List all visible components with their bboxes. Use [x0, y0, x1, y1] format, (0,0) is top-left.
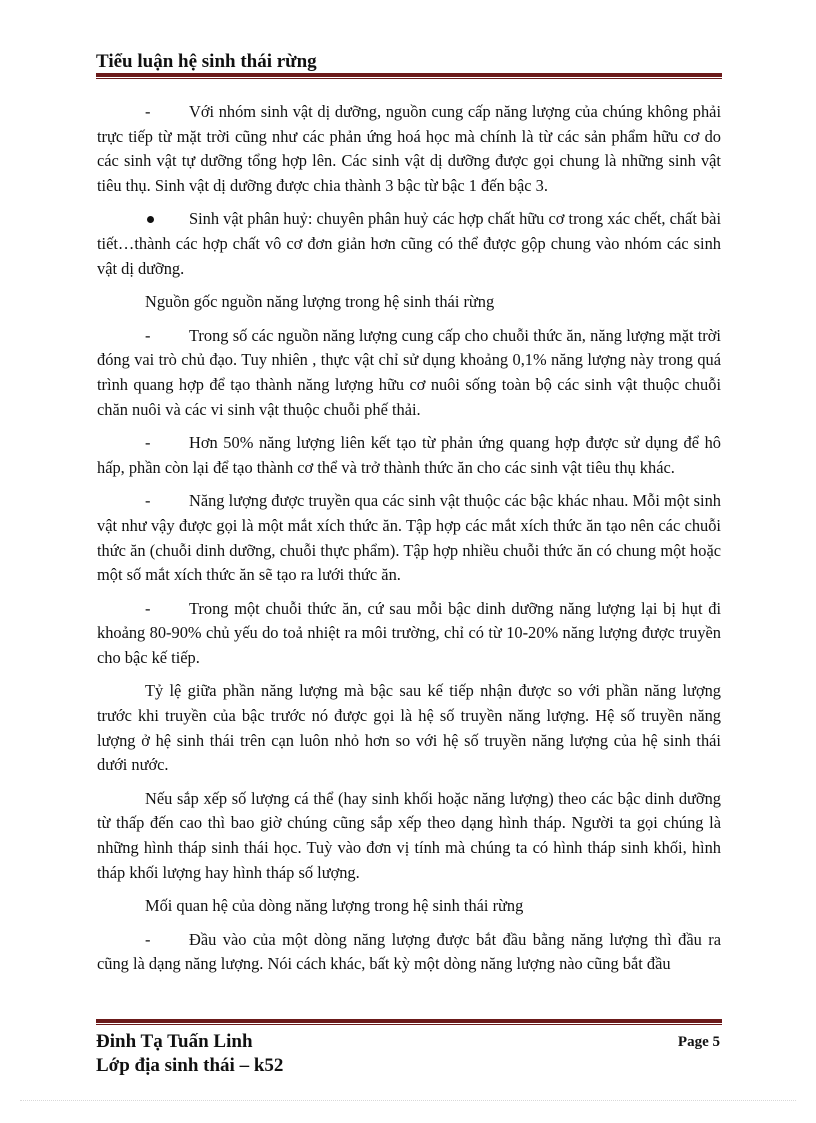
paragraph-text: Đầu vào của một dòng năng lượng được bắt đầu bằng năng lượng thì đầu ra cũng là dạng năng lượng. Nói cách khác, bất kỳ một dòng năng lượng nào cũng bắt đầu — [97, 929, 721, 974]
paragraph-dash — [97, 928, 721, 977]
dash-marker: - — [145, 433, 151, 453]
page-header — [96, 50, 722, 74]
dash-marker: - — [145, 491, 151, 511]
paragraph-text: Sinh vật phân huỷ: chuyên phân huỷ các hợp chất hữu cơ trong xác chết, chất bài tiết…thành các hợp chất vô cơ đơn giản hơn cũng có thể được gộp chung vào nhóm các sinh vật dị dưỡng. — [97, 209, 721, 278]
paragraph-text: Hơn 50% năng lượng liên kết tạo từ phản ứng quang hợp được sử dụng để hô hấp, phần còn lại để tạo thành cơ thể và trở thành thức ăn cho các sinh vật tiêu thụ khác. — [97, 433, 721, 477]
paragraph-dash — [97, 597, 721, 671]
paragraph-dash — [97, 100, 721, 198]
paragraph-bullet — [97, 207, 721, 281]
page-number: Page 5 — [677, 1034, 720, 1050]
page-boundary — [20, 1100, 796, 1101]
author-name: Đinh Tạ Tuấn Linh — [96, 1031, 253, 1052]
paragraph-text: Trong một chuỗi thức ăn, cứ sau mỗi bậc dinh dưỡng năng lượng lại bị hụt đi khoảng 80-90% chủ yếu do toả nhiệt ra môi trường, chỉ có từ 10-20% năng lượng được truyền cho bậc kế tiếp. — [97, 598, 721, 667]
document-body — [97, 100, 721, 986]
page-footer — [96, 1030, 722, 1078]
dash-marker: - — [145, 325, 151, 345]
dash-marker: - — [145, 102, 151, 121]
header-rule — [96, 73, 722, 79]
document-title: Tiểu luận hệ sinh thái rừng — [96, 51, 317, 72]
dash-marker: - — [145, 929, 151, 949]
paragraph-dash — [97, 489, 721, 587]
dash-marker: - — [145, 598, 151, 618]
footer-rule — [96, 1019, 722, 1025]
paragraph-dash — [97, 431, 721, 480]
paragraph-text: Năng lượng được truyền qua các sinh vật thuộc các bậc khác nhau. Mỗi một sinh vật như vậy được gọi là một mắt xích thức ăn. Tập hợp các mắt xích thức ăn tạo nên các chuỗi thức ăn (chuỗi dinh dưỡng, chuỗi thực phẩm). Tập hợp nhiều chuỗi thức ăn có chung một hoặc một số mắt xích thức ăn sẽ tạo ra lưới thức ăn. — [97, 491, 721, 585]
paragraph: Tỷ lệ giữa phần năng lượng mà bậc sau kế tiếp nhận được so với phần năng lượng trước khi truyền của bậc trước nó được gọi là hệ số truyền năng lượng. Hệ số truyền năng lượng ở hệ sinh thái trên cạn luôn nhỏ hơn so với hệ số truyền năng lượng của hệ sinh thái dưới nước. — [97, 681, 721, 775]
paragraph: Nếu sắp xếp số lượng cá thể (hay sinh khối hoặc năng lượng) theo các bậc dinh dưỡng từ thấp đến cao thì bao giờ chúng cũng sắp xếp theo dạng hình tháp. Người ta gọi chúng là những hình tháp sinh thái học. Tuỳ vào đơn vị tính mà chúng ta có hình tháp sinh khối, hình tháp khối lượng hay hình tháp số lượng. — [97, 788, 721, 882]
paragraph-text: Với nhóm sinh vật dị dưỡng, nguồn cung cấp năng lượng của chúng không phải trực tiếp từ mặt trời cũng như các phản ứng hoá học mà chính là từ các sản phẩm hữu cơ do các sinh vật tự dưỡng tổng hợp lên. Các sinh vật dị dưỡng được gọi chung là những sinh vật tiêu thụ. Sinh vật dị dưỡng được chia thành 3 bậc từ bậc 1 đến bậc 3. — [97, 102, 721, 195]
paragraph-text: Trong số các nguồn năng lượng cung cấp cho chuỗi thức ăn, năng lượng mặt trời đóng vai trò chủ đạo. Tuy nhiên , thực vật chỉ sử dụng khoảng 0,1% năng lượng này trong quá trình quang hợp để tạo thành năng lượng hữu cơ nuôi sống toàn bộ các sinh vật thuộc chuỗi chăn nuôi và các vi sinh vật thuộc chuỗi phế thải. — [97, 325, 721, 419]
author-class: Lớp địa sinh thái – k52 — [96, 1055, 284, 1076]
bullet-icon — [147, 216, 154, 223]
paragraph-dash — [97, 324, 721, 422]
section-heading: Nguồn gốc nguồn năng lượng trong hệ sinh thái rừng — [145, 292, 495, 312]
section-heading: Mối quan hệ của dòng năng lượng trong hệ sinh thái rừng — [145, 896, 524, 916]
